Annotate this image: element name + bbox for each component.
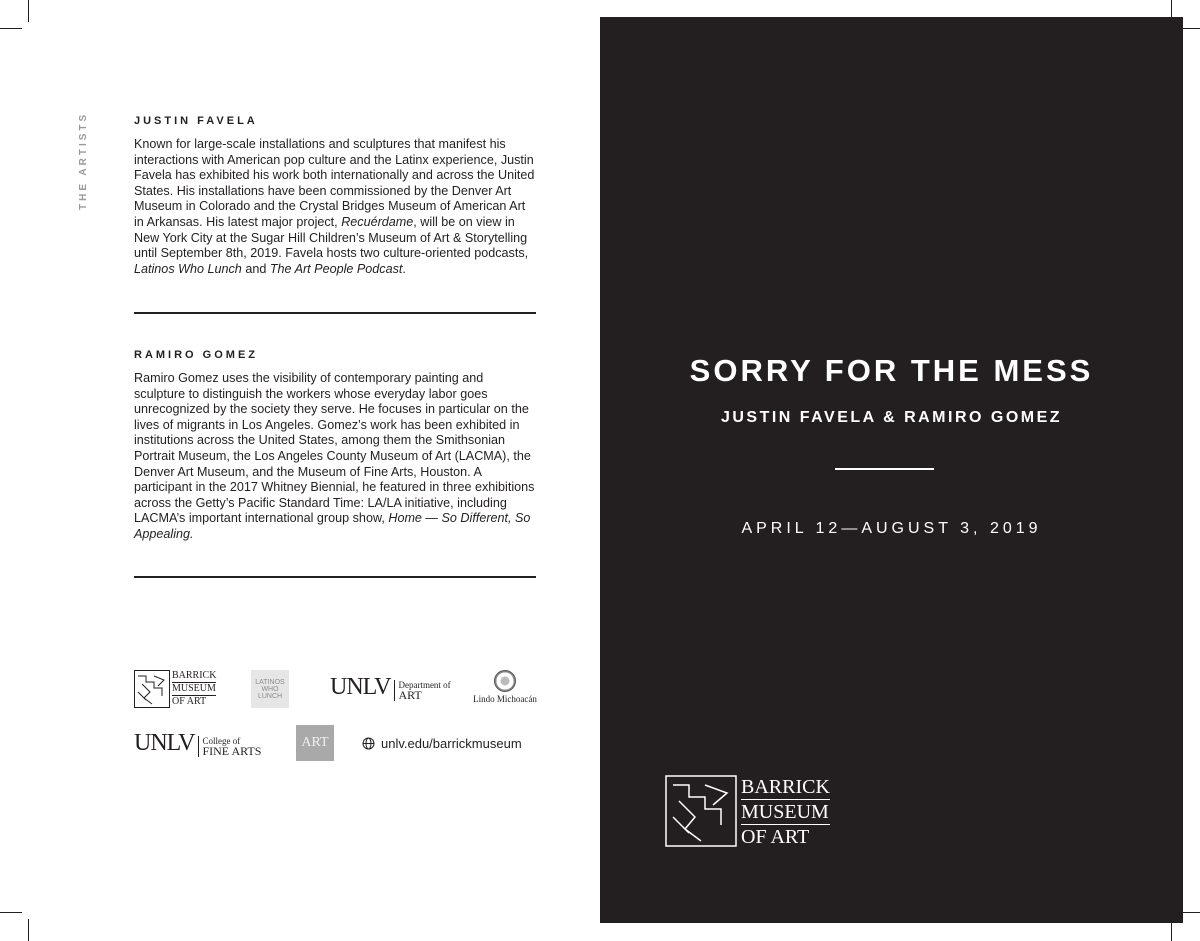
exhibition-title: SORRY FOR THE MESS: [689, 353, 1094, 388]
art-logo: ART: [296, 725, 334, 761]
website-link[interactable]: [362, 736, 522, 751]
website-url[interactable]: unlv.edu/barrickmuseum: [381, 736, 522, 751]
crop-mark: [0, 28, 22, 29]
artist-name: RAMIRO GOMEZ: [134, 349, 258, 361]
cover-panel: [600, 17, 1183, 923]
artist-bio-text: Ramiro Gomez uses the visibility of contemporary painting and sculpture to distinguish the workers whose everyday labor goes unrecognized by the society they serve. He focuses in particular on the lives of migrants in Los Angeles. Gomez’s work has been exhibited in institutions across the United States, among them the Smithsonian Portrait Museum, the Los Angeles County Museum of Art (LACMA), the Denver Art Museum, and the Museum of Fine Arts, Houston. A participant in the 2017 Whitney Biennial, he featured in three exhibitions across the Getty’s Pacific Standard Time: LA/LA initiative, including LACMA’s important international group show, Home — So Different, So Appealing.: [134, 371, 535, 541]
barrick-mark-icon: [665, 775, 737, 847]
crop-mark: [0, 912, 22, 913]
section-divider: [134, 312, 536, 314]
seal-icon: [494, 670, 516, 692]
section-divider: [134, 576, 536, 578]
barrick-wordmark: BARRICK MUSEUM OF ART: [172, 670, 217, 707]
crop-mark: [28, 919, 29, 941]
artist-bio-gomez: [134, 349, 536, 543]
artist-bio-favela: [134, 115, 536, 277]
globe-icon: [362, 737, 375, 750]
crop-mark: [28, 0, 29, 22]
exhibition-artists: JUSTIN FAVELA & RAMIRO GOMEZ: [720, 409, 1063, 426]
barrick-museum-logo: [134, 670, 216, 708]
unlv-fine-arts-logo: UNLV College of FINE ARTS: [134, 730, 262, 758]
artist-bio-text: Known for large-scale installations and sculptures that manifest his interactions with American pop culture and the Latinx experience, Justin Favela has exhibited his work both internationally and across the United States. His installations have been commissioned by the Denver Art Museum in Colorado and the Crystal Bridges Museum of American Art in Arkansas. His latest major project, Recuérdame, will be on view in New York City at the Sugar Hill Children’s Museum of Art & Storytelling until September 8th, 2019. Favela hosts two culture-oriented podcasts, Latinos Who Lunch and The Art People Podcast.: [134, 137, 535, 276]
lindo-michoacan-logo: Lindo Michoacán: [472, 670, 538, 704]
barrick-museum-logo-large: [665, 775, 830, 849]
barrick-wordmark-large: BARRICK MUSEUM OF ART: [741, 776, 830, 848]
unlv-art-dept-logo: UNLV Department of ART: [330, 674, 451, 702]
side-label: THE ARTISTS: [78, 111, 89, 210]
barrick-mark-icon: [134, 670, 170, 708]
cover-divider: [835, 468, 934, 470]
exhibition-dates: APRIL 12—AUGUST 3, 2019: [741, 520, 1042, 537]
latinos-who-lunch-logo: LATINOS WHO LUNCH: [251, 670, 289, 708]
artist-name: JUSTIN FAVELA: [134, 115, 258, 127]
